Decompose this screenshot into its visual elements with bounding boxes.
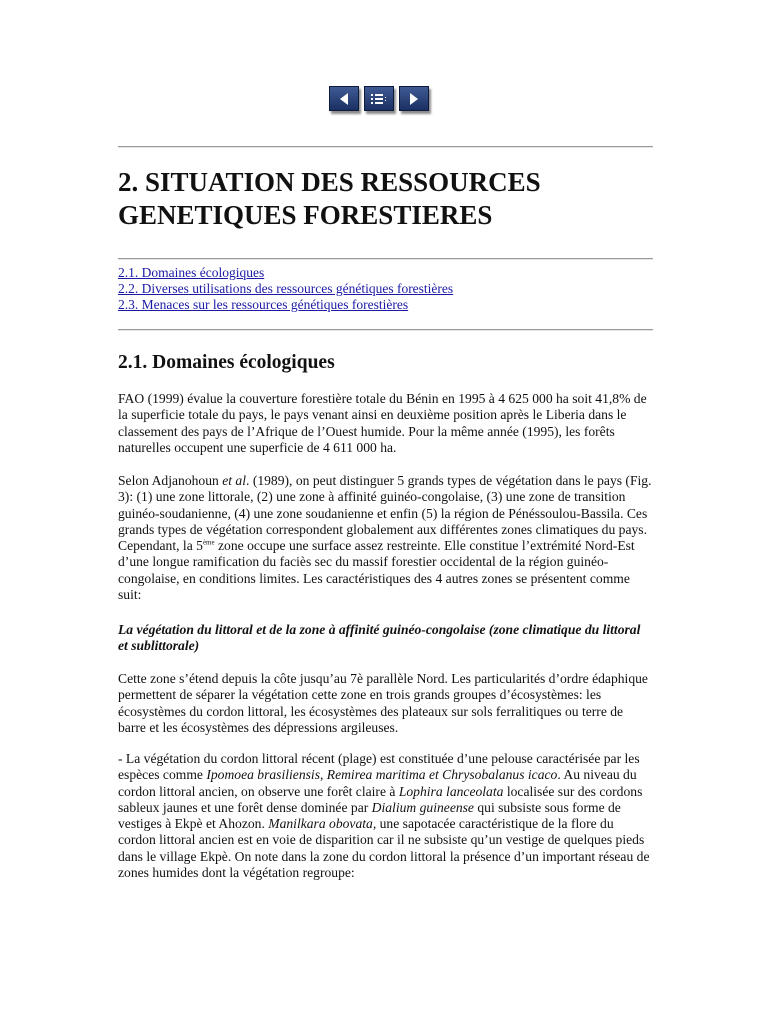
- next-button[interactable]: [399, 86, 429, 111]
- paragraph-fao: FAO (1999) évalue la couverture forestière totale du Bénin en 1995 à 4 625 000 ha soit 41,8% de la superficie totale du pays, le pays venant ainsi en deuxième position après le Liberia dans le classement des pays de l’Afrique de l’Ouest humide. Pour la même année (1995), les forêts naturelles occupent une superficie de 4 611 000 ha.: [118, 391, 647, 455]
- arrow-right-icon: [407, 92, 421, 106]
- page-title: 2. SITUATION DES RESSOURCES GENETIQUES FORESTIERES: [118, 167, 541, 230]
- divider: [118, 146, 653, 148]
- toc-link-utilisations[interactable]: 2.2. Diverses utilisations des ressources génétiques forestières: [118, 281, 454, 296]
- list-icon: [370, 92, 388, 106]
- paragraph-vegetation-types: Selon Adjanohoun et al. (1989), on peut distinguer 5 grands types de végétation dans le pays (Fig. 3): (1) une zone littorale, (2) une zone à affinité guinéo-congolaise, (3) une zone de transition guinéo-soudanienne, (4) une zone soudanienne et enfin (5) la région de Pénéssoulou-Bassila. Ces grands types de végétation correspondent globalement aux différentes zones climatiques du pays. Cependant, la 5ème zone occupe une surface assez restreinte. Elle constitue l’extrémité Nord-Est d’une longue ramification du faciès sec du massif forestier occidental de la région guinéo-congolaise, en conditions limites. Les caractéristiques des 4 autres zones se présentent comme suit:: [118, 473, 652, 603]
- toc-link-domaines[interactable]: 2.1. Domaines écologiques: [118, 265, 265, 280]
- table-of-contents: [118, 265, 453, 313]
- divider: [118, 258, 653, 260]
- divider: [118, 329, 653, 331]
- previous-button[interactable]: [329, 86, 359, 111]
- navigation-bar: [329, 86, 429, 111]
- toc-link-menaces[interactable]: 2.3. Menaces sur les ressources génétiques forestières: [118, 297, 409, 312]
- arrow-left-icon: [337, 92, 351, 106]
- contents-button[interactable]: [364, 86, 394, 111]
- paragraph-cordon-littoral: - La végétation du cordon littoral récent (plage) est constituée d’une pelouse caractérisée par les espèces comme Ipomoea brasiliensis, Remirea maritima et Chrysobalanus icaco. Au niveau du cordon littoral ancien, on observe une forêt claire à Lophira lanceolata localisée sur des cordons sableux jaunes et une forêt dense dominée par Dialium guineense qui subsiste sous forme de vestiges à Ekpè et Ahozon. Manilkara obovata, une sapotacée caractéristique de la flore du cordon littoral ancien est en voie de disparition car il ne subsiste qu’un vestige de quelques pieds dans le village Ekpè. On note dans la zone du cordon littoral la présence d’un important réseau de zones humides dont la végétation regroupe:: [118, 751, 650, 881]
- section-title: 2.1. Domaines écologiques: [118, 352, 335, 373]
- paragraph-zone: Cette zone s’étend depuis la côte jusqu’au 7è parallèle Nord. Les particularités d’ordre édaphique permettent de séparer la végétation cette zone en trois grands groupes d’écosystèmes: les écosystèmes du cordon littoral, les écosystèmes des plateaux sur sols ferralitiques ou terre de barre et les écosystèmes des dépressions argileuses.: [118, 671, 648, 735]
- paragraph-subheading: La végétation du littoral et de la zone à affinité guinéo-congolaise (zone climatique du littoral et sublittorale): [118, 622, 641, 654]
